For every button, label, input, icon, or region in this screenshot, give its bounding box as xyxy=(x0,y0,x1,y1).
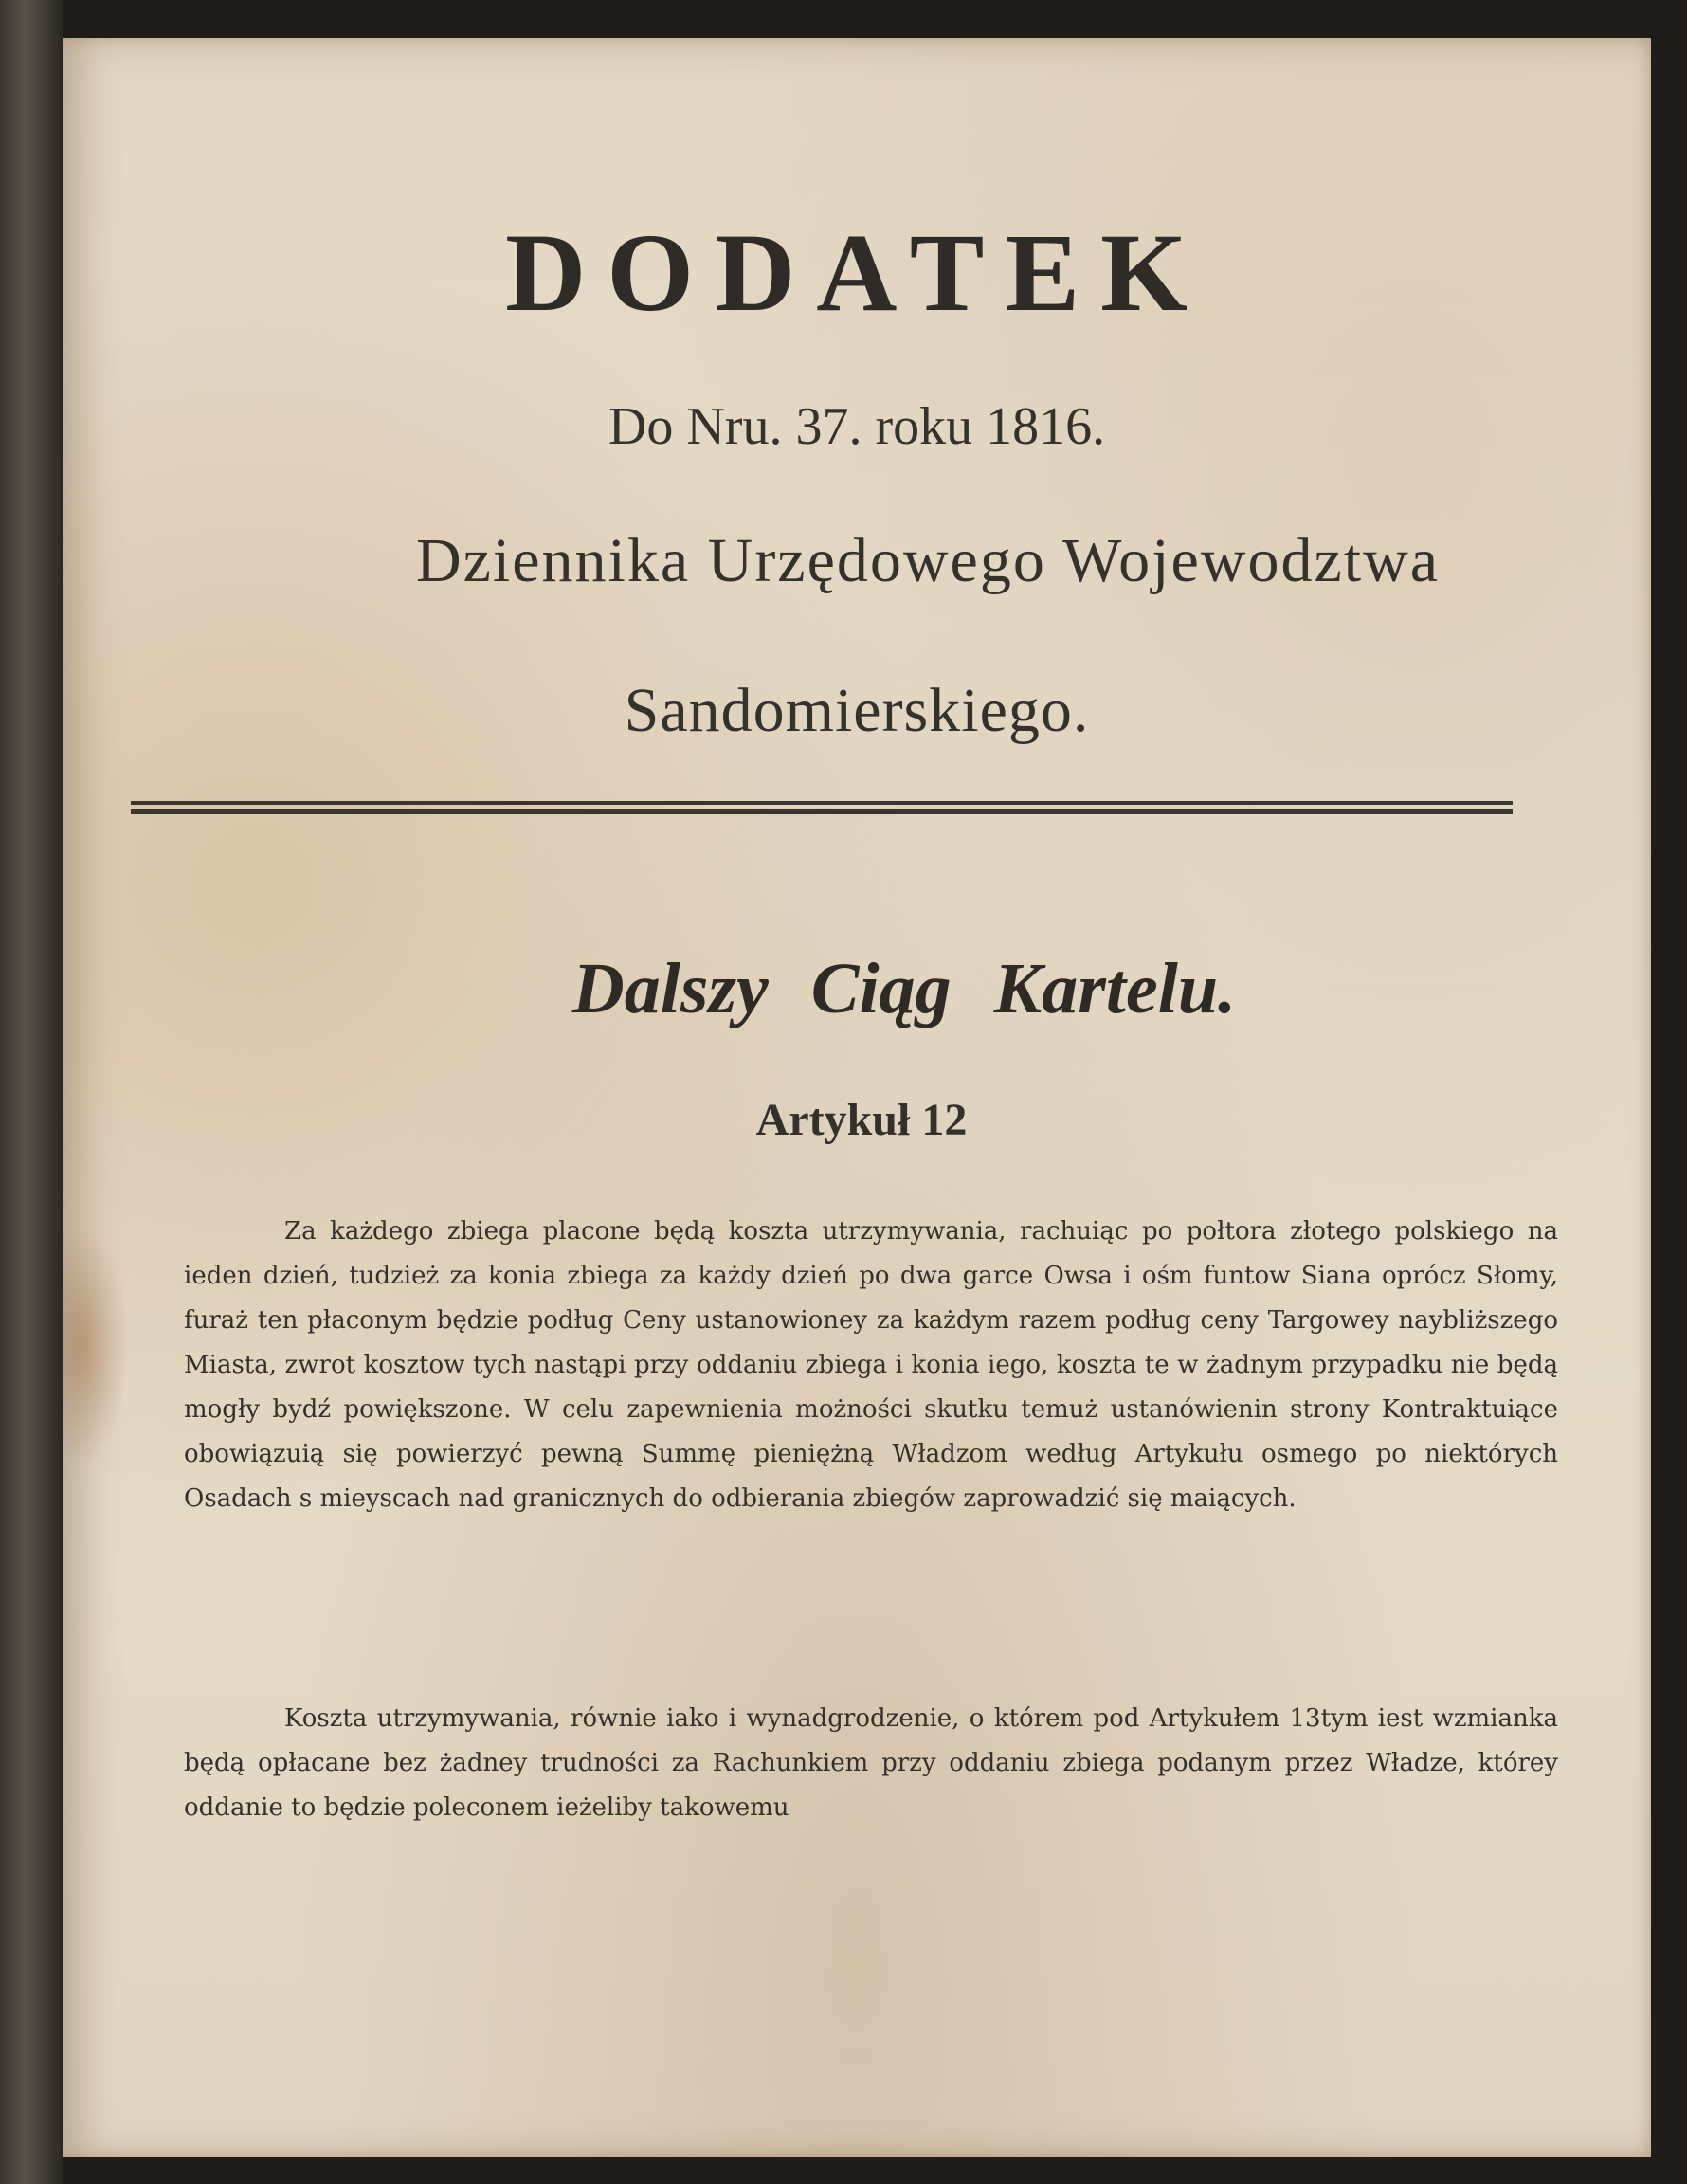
rule-line-top xyxy=(131,801,1513,805)
rule-line-bottom xyxy=(131,809,1513,814)
document-page xyxy=(63,38,1651,2157)
paper-stain xyxy=(63,1223,129,1469)
body-paragraph-1: Za każdego zbiega placone będą koszta utrzymywania, rachuiąc po połtora złotego polskiego na ieden dzień, tudzież za konia zbiega za każdy dzień po dwa garce Owsa i ośm funtow Siana oprócz Słomy, furaż ten płaconym będzie podług Ceny ustanowioney za każdym razem podług ceny Targowey naybliższego Miasta, zwrot kosztow tych nastąpi przy oddaniu zbiega i konia iego, koszta te w żadnym przypadku nie będą mogły bydź powiększone. W celu zapewnienia możności skutku temuż ustanówienin strony Kontraktuiące obowiązuią się powierzyć pewną Summę pieniężną Władzom według Artykułu osmego po niektórych Osadach s mieyscach nad granicznych do odbierania zbiegów zaprowadzić się maiących. xyxy=(184,1217,1558,1513)
body-paragraph-2: Koszta utrzymywania, równie iako i wynadgrodzenie, o którem pod Artykułem 13tym iest wzmianka będą opłacane bez żadney trudności za Rachunkiem przy oddaniu zbiega podanym przez Władze, którey oddanie to będzie poleconem ieżeliby takowemu xyxy=(184,1704,1558,1822)
book-binding xyxy=(0,0,63,2184)
issue-number-line: Do Nru. 37. roku 1816. xyxy=(608,397,1106,456)
region-name-line: Sandomierskiego. xyxy=(624,676,1090,745)
section-title: Dalszy Ciąg Kartelu. xyxy=(571,949,1237,1028)
double-rule-divider xyxy=(131,801,1513,816)
document-title: DODATEK xyxy=(505,210,1208,335)
article-heading: Artykuł 12 xyxy=(755,1095,968,1145)
journal-name-line: Dziennika Urzędowego Wojewodztwa xyxy=(415,526,1441,595)
